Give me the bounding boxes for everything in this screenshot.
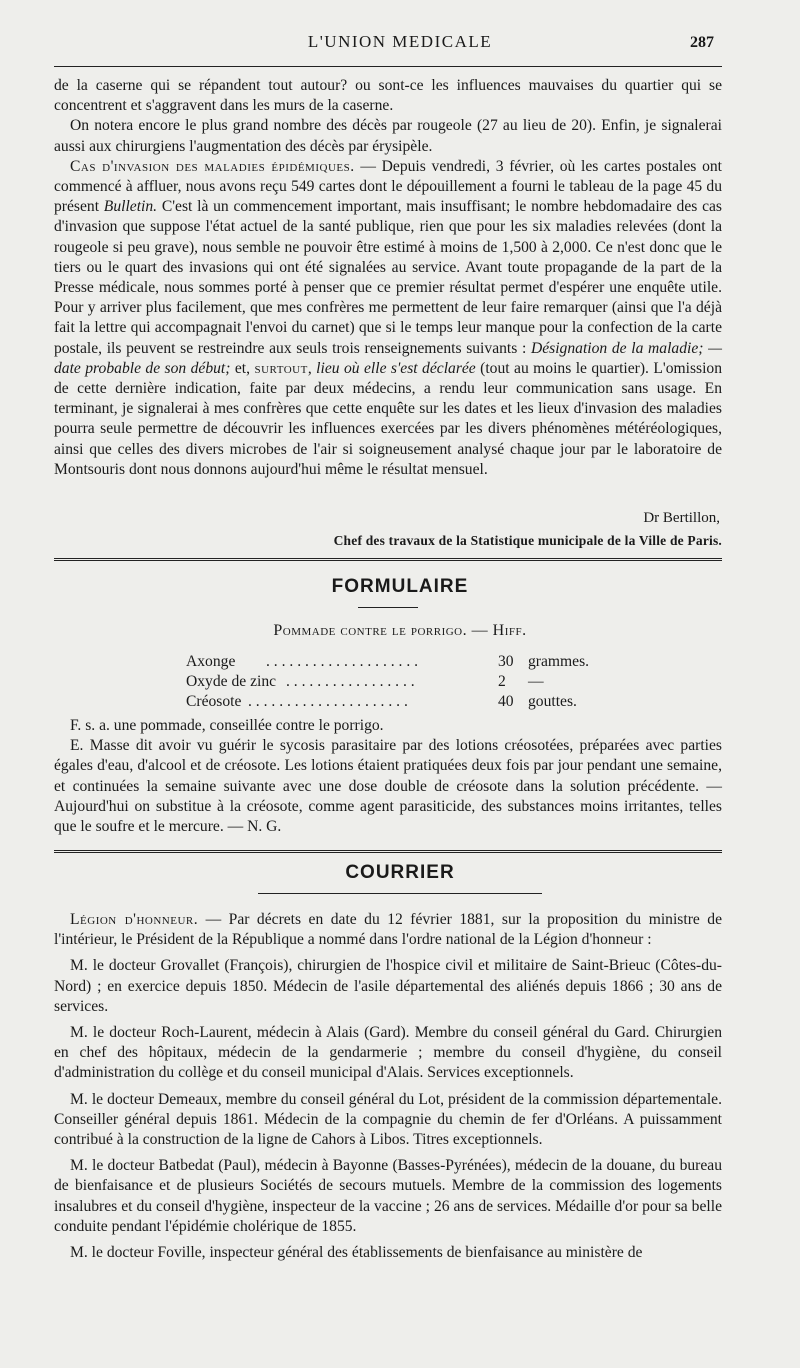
courrier-paragraph: Légion d'honneur. — Par décrets en date du 12 février 1881, sur la proposition du ministre de l'intérieur, le Président de la République a nommé dans l'ordre national de la Légion d'honneur : xyxy=(54,911,722,949)
courrier-body xyxy=(54,910,722,1263)
recipe-ingredients xyxy=(186,652,606,712)
ingredient-row: . . . . . . . . . . . . . . . . . . . . . Créosote 40 gouttes. xyxy=(186,693,577,710)
courrier-paragraph: M. le docteur Foville, inspecteur général des établissements de bienfaisance au ministère de xyxy=(70,1244,643,1262)
ingredient-row: . . . . . . . . . . . . . . . . . Oxyde de zinc 2 — xyxy=(186,673,544,690)
courrier-paragraph: M. le docteur Demeaux, membre du conseil général du Lot, président de la commission départementale. Conseiller général depuis 1861. Médecin de la compagnie du chemin de fer d'Orléans. A puissamment contribué à la construction de la ligne de Cahors à Libos. Titres exceptionnels. xyxy=(54,1090,722,1149)
ingredient-name: Oxyde de zinc xyxy=(186,673,277,690)
ingredient-qty: 2 xyxy=(492,672,506,692)
section-divider xyxy=(54,850,722,856)
courrier-paragraph: M. le docteur Grovallet (François), chirurgien de l'hospice civil et militaire de Saint-Brieuc (Côtes-du-Nord) ; en exercice depuis 1850. Médecin de l'asile départemental des aliénés depuis 1866 ; 30 ans de services. xyxy=(54,957,722,1015)
intro-paragraph-3: Cas d'invasion des maladies épidémiques. — Depuis vendredi, 3 février, où les cartes postales ont commencé à affluer, nous avons reçu 549 cartes dont le dépouillement a fourni le tableau de la page 45 du présent Bulletin. C'est là un commencement important, mais insuffisant; le nombre hebdomadaire des cas d'invasion que suppose l'état actuel de la santé publique, rien que pour les six maladies relevées (dont la rougeole si peu grave), nous semble ne pouvoir être estimé à moins de 1,500 à 2,000. Ce n'est donc que le tiers ou le quart des invasions qui ont été signalées au service. Avant toute propagande de la part de la Presse médicale, nous sommes porté à penser que ce premier résultat permet d'espérer une enquête utile. Pour y arriver plus facilement, que mes confrères me permettent de leur faire remarquer (ainsi que l'a déjà fait la lettre qui accompagnait l'envoi du carnet) que si le temps leur manque pour la confection de la carte postale, ils peuvent se restreindre aux seuls trois renseignements suivants : Désignation de la maladie; — date probable de son début; et, surtout, lieu où elle s'est déclarée (tout au moins le quartier). L'omission de cette dernière indication, faite par deux médecins, a rendu leur communication sans usage. En terminant, je signalerai à mes confrères que cette enquête sur les dates et les lieux d'invasion des maladies pourra seule permettre de découvrir les influences exercées par les divers phénomènes météréologiques, ainsi que celles des divers microbes de l'air si soigneusement analysé chaque jour par le laboratoire de Montsouris dont nous donnons aujourd'hui même le résultat mensuel. xyxy=(54,157,723,478)
paragraph-heading: Cas d'invasion des maladies épidémiques. xyxy=(70,157,355,175)
formulaire-title: FORMULAIRE xyxy=(331,576,469,597)
intro-paragraph-1: de la caserne qui se répandent tout autour? ou sont-ce les influences mauvaises du quartier qui se concentrent et s'aggravent dans les murs de la caserne. xyxy=(54,77,722,115)
formulaire-paragraph-1: F. s. a. une pommade, conseillée contre le porrigo. xyxy=(70,717,384,734)
ingredient-unit: — xyxy=(528,673,544,690)
ingredient-row: . . . . . . . . . . . . . . . . . . . . Axonge 30 grammes. xyxy=(186,653,590,670)
page-number: 287 xyxy=(690,34,714,51)
ingredient-qty: 30 xyxy=(492,652,514,672)
header-rule xyxy=(54,66,722,67)
ingredient-name: Créosote xyxy=(186,693,242,710)
signature-title: Chef des travaux de la Statistique municipale de la Ville de Paris. xyxy=(333,533,722,548)
section-divider xyxy=(54,558,722,564)
formulaire-paragraph-2: E. Masse dit avoir vu guérir le sycosis parasitaire par des lotions créosotées, préparées avec parties égales d'eau, d'alcool et de créosote. Les lotions étaient pratiquées deux fois par jour pendant une semaine, et continuées la semaine suivante avec une dose double de créosote dans la solution précédente. — Aujourd'hui on substitue à la créosote, comme agent parasiticide, des substances moins irritantes, telles que le soufre et le mercure. — N. G. xyxy=(54,737,722,836)
intro-section xyxy=(54,76,722,480)
courrier-paragraph: M. le docteur Roch-Laurent, médecin à Alais (Gard). Membre du conseil général du Gard. Chirurgien en chef des hôpitaux, médecin de la gendarmerie ; membre du conseil d'hygiène, du conseil d'administration du collège et du conseil municipal d'Alais. Services exceptionnels. xyxy=(54,1024,722,1082)
courrier-title: COURRIER xyxy=(345,862,455,883)
title-underline xyxy=(358,607,418,608)
page-header xyxy=(0,28,800,58)
running-title: L'UNION MEDICALE xyxy=(307,32,493,51)
title-underline xyxy=(258,893,542,894)
courrier-paragraph: M. le docteur Batbedat (Paul), médecin à Bayonne (Basses-Pyrénées), médecin de la douane, du bureau de bienfaisance et de plusieurs Sociétés de secours mutuels. Membre de la commission des logements insalubres et du conseil d'hygiène, inspecteur de la vaccine ; 26 ans de services. Médaille d'or pour sa belle conduite pendant l'épidémie cholérique de 1855. xyxy=(54,1157,722,1235)
formulaire-body xyxy=(54,716,722,837)
recipe-title: Pommade contre le porrigo. — Hiff. xyxy=(273,622,527,639)
paragraph-heading: Légion d'honneur. xyxy=(70,911,199,928)
intro-paragraph-2: On notera encore le plus grand nombre des décès par rougeole (27 au lieu de 20). Enfin, je signalerai aussi aux chirurgiens l'augmentation des décès par érysipèle. xyxy=(54,117,722,155)
ingredient-name: Axonge xyxy=(186,653,236,670)
ingredient-unit: gouttes. xyxy=(528,693,577,710)
ingredient-qty: 40 xyxy=(492,692,514,712)
signature: Dr Bertillon, xyxy=(643,510,720,526)
ingredient-unit: grammes. xyxy=(528,653,590,670)
